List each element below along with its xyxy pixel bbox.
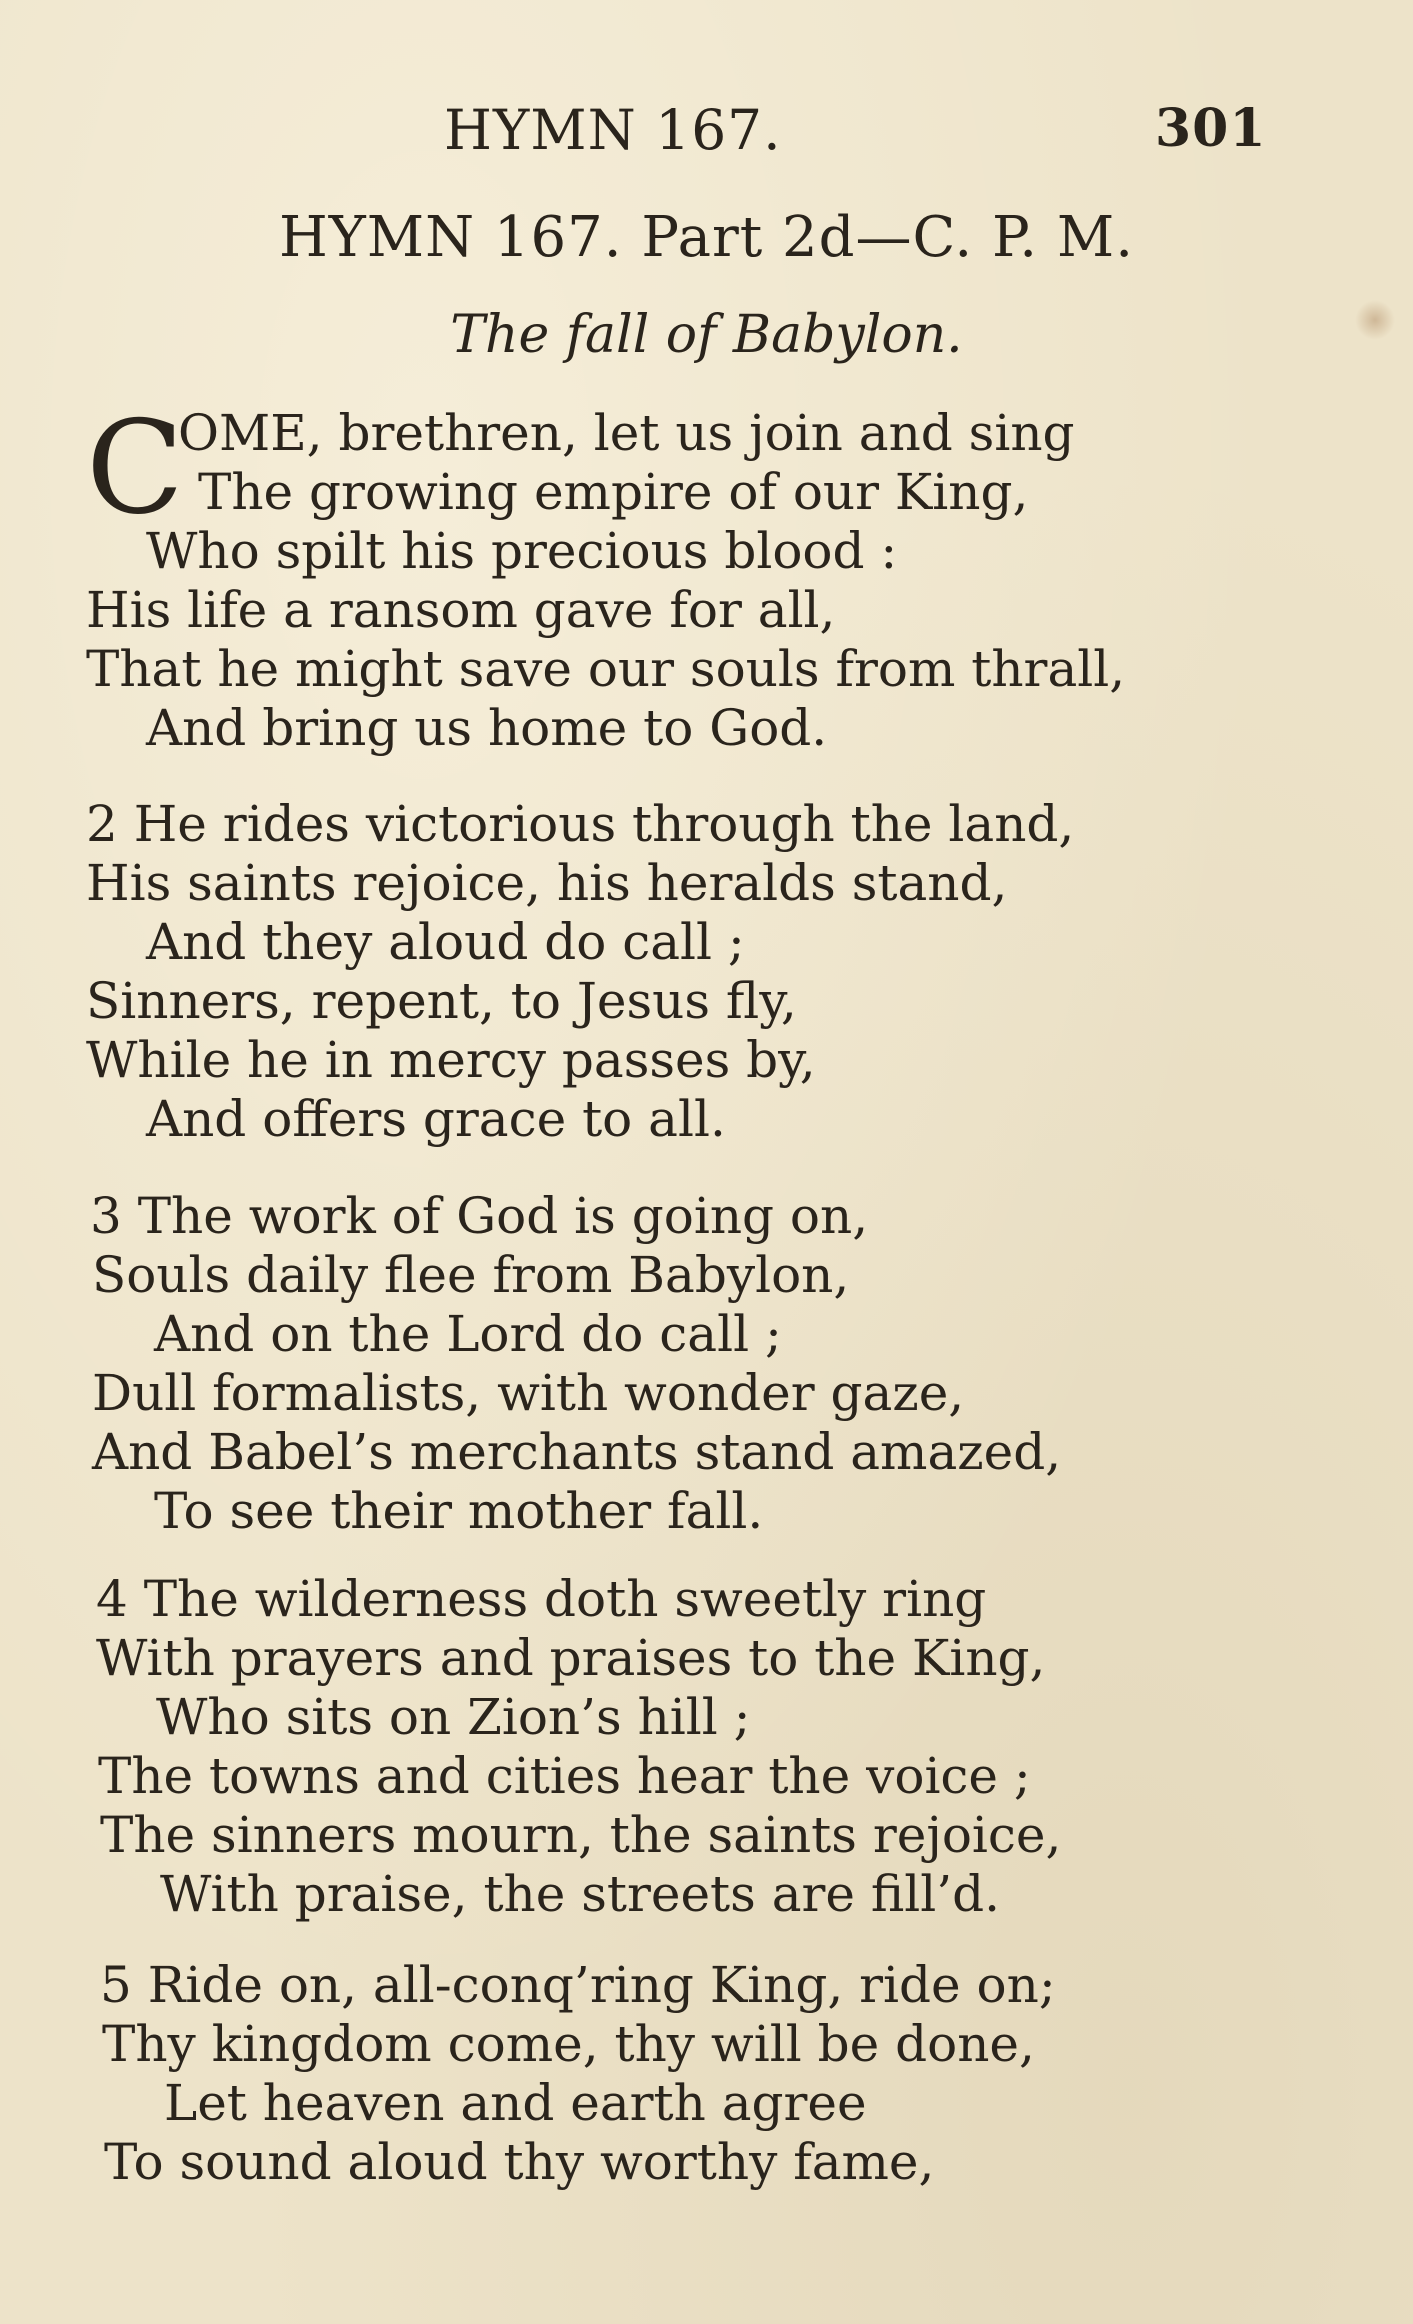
stanza-line: Dull formalists, with wonder gaze, [92, 1364, 965, 1422]
paper-stain [1355, 300, 1395, 340]
stanza-line: 4 The wilderness doth sweetly ring [96, 1570, 987, 1628]
stanza-line: With praise, the streets are fill’d. [160, 1865, 1001, 1923]
stanza-line: And offers grace to all. [146, 1090, 726, 1148]
stanza-line: To sound aloud thy worthy fame, [104, 2133, 935, 2191]
drop-cap: C [86, 394, 184, 543]
running-title: HYMN 167. [444, 98, 782, 162]
stanza-line: His life a ransom gave for all, [86, 581, 836, 639]
stanza-line: OME, brethren, let us join and sing [178, 404, 1075, 462]
stanza-line: The towns and cities hear the voice ; [98, 1747, 1031, 1805]
stanza-line: 3 The work of God is going on, [90, 1187, 869, 1245]
stanza-line: Sinners, repent, to Jesus fly, [86, 972, 797, 1030]
stanza-line: And on the Lord do call ; [154, 1305, 782, 1363]
stanza-line: Who sits on Zion’s hill ; [156, 1688, 751, 1746]
running-head [0, 98, 1413, 168]
stanza-line: The growing empire of our King, [198, 463, 1029, 521]
stanza-line: And bring us home to God. [146, 699, 828, 757]
stanza-line: 5 Ride on, all-conq’ring King, ride on; [100, 1956, 1056, 2014]
stanza-line: And Babel’s merchants stand amazed, [92, 1423, 1062, 1481]
stanza-line: To see their mother fall. [154, 1482, 764, 1540]
stanza-line: That he might save our souls from thrall, [86, 640, 1126, 698]
stanza-line: Who spilt his precious blood : [146, 522, 898, 580]
stanza-line: While he in mercy passes by, [86, 1031, 816, 1089]
stanza-line: His saints rejoice, his heralds stand, [86, 854, 1008, 912]
stanza-line: And they aloud do call ; [146, 913, 745, 971]
page-number: 301 [1155, 98, 1267, 159]
stanza-line: With prayers and praises to the King, [96, 1629, 1046, 1687]
stanza-line: Thy kingdom come, thy will be done, [102, 2015, 1035, 2073]
hymn-subtitle: The fall of Babylon. [450, 305, 963, 365]
stanza-line: Let heaven and earth agree [164, 2074, 867, 2132]
stanza-line: The sinners mourn, the saints rejoice, [100, 1806, 1062, 1864]
stanza-line: 2 He rides victorious through the land, [86, 795, 1075, 853]
hymn-heading: HYMN 167. Part 2d—C. P. M. [278, 205, 1135, 270]
stanza-line: Souls daily flee from Babylon, [92, 1246, 850, 1304]
